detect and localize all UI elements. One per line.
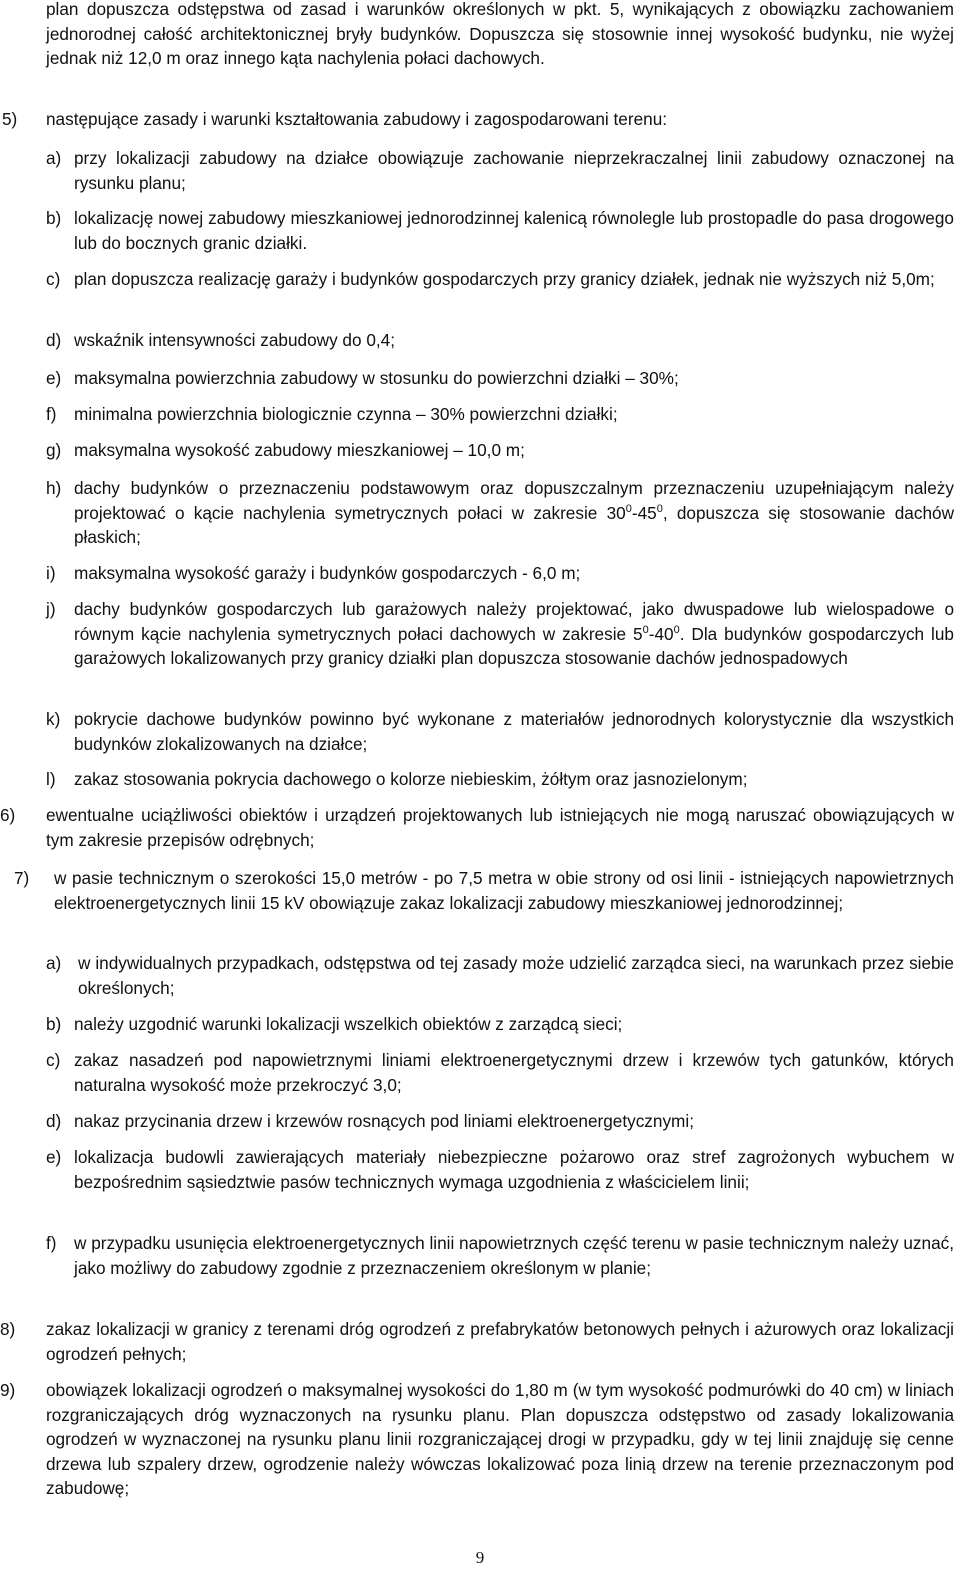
page-number: 9 bbox=[475, 1548, 485, 1567]
list-item-text: wskaźnik intensywności zabudowy do 0,4; bbox=[74, 330, 395, 350]
list-marker: 6) bbox=[0, 805, 16, 825]
list-item-5 bbox=[2, 107, 954, 132]
list-marker: h) bbox=[46, 478, 62, 498]
intro-paragraph: plan dopuszcza odstępstwa od zasad i warunków określonych w pkt. 5, wynikających z obowiązku zachowaniem jednorodnej całość architektonicznej bryły budynków. Dopuszcza się stosownie innej wysokość budynku, nie wyżej jednak niż 12,0 m oraz innego kąta nachylenia połaci dachowych. bbox=[46, 0, 954, 68]
list-item-text: w pasie technicznym o szerokości 15,0 metrów - po 7,5 metra w obie strony od osi linii - istniejących napowietrznych elektroenergetycznych linii 15 kV obowiązuje zakaz lokalizacji zabudowy mieszkaniowej jednorodzinnej; bbox=[54, 868, 954, 913]
list-item-text: w indywidualnych przypadkach, odstępstwa od tej zasady może udzielić zarządca sieci, na warunkach przez siebie określonych; bbox=[78, 953, 954, 998]
list-marker: 8) bbox=[0, 1319, 16, 1339]
list-marker: 7) bbox=[14, 868, 30, 888]
list-marker: d) bbox=[46, 1111, 62, 1131]
degree-superscript: 0 bbox=[673, 623, 680, 636]
list-marker: f) bbox=[46, 1233, 57, 1253]
list-item-7f bbox=[46, 1231, 954, 1280]
list-item-text bbox=[74, 597, 954, 671]
list-marker: g) bbox=[46, 440, 62, 460]
list-item-text: maksymalna wysokość garaży i budynków gospodarczych - 6,0 m; bbox=[74, 563, 581, 583]
list-item-text: obowiązek lokalizacji ogrodzeń o maksymalnej wysokości do 1,80 m (w tym wysokość podmurówki do 40 cm) w liniach rozgraniczających dróg wyznaczonych na rysunku planu. Plan dopuszcza odstępstwo od zasady lokalizowania ogrodzeń w wyznaczonej na rysunku planu linii rozgraniczającej drogi w przypadku, gdy w tej linii znajduję się cenne drzewa lub szpalery drzew, ogrodzenie należy wówczas lokalizować poza linią drzew na terenie przeznaczonym pod zabudowę; bbox=[46, 1380, 954, 1498]
list-item-text-part: , dopuszcza się stosowanie dachów płaskich; bbox=[74, 502, 954, 547]
list-item-5h bbox=[46, 476, 954, 550]
list-item-text: pokrycie dachowe budynków powinno być wykonane z materiałów jednorodnych kolorystycznie dla wszystkich budynków zlokalizowanych na działce; bbox=[74, 709, 954, 754]
list-item-5e bbox=[46, 366, 954, 391]
list-item-text-part: -45 bbox=[631, 502, 657, 523]
list-item-text-part: . Dla budynków gospodarczych lub garażowych lokalizowanych przy granicy działki plan dopuszcza stosowanie dachów jednospadowych bbox=[74, 623, 954, 668]
list-item-7e bbox=[46, 1145, 954, 1194]
list-item-5a bbox=[46, 146, 954, 195]
list-item-text: w przypadku usunięcia elektroenergetycznych linii napowietrznych część terenu w pasie technicznym należy uznać, jako możliwy do zabudowy zgodnie z przeznaczeniem określonym w planie; bbox=[74, 1233, 954, 1278]
list-item-text: należy uzgodnić warunki lokalizacji wszelkich obiektów z zarządcą sieci; bbox=[74, 1014, 623, 1034]
list-marker: j) bbox=[46, 599, 56, 619]
list-item-text: plan dopuszcza realizację garaży i budynków gospodarczych przy granicy działek, jednak nie wyższych niż 5,0m; bbox=[74, 269, 935, 289]
list-item-text: ewentualne uciążliwości obiektów i urządzeń projektowanych lub istniejących nie mogą naruszać obowiązujących w tym zakresie przepisów odrębnych; bbox=[46, 805, 954, 850]
list-marker: a) bbox=[46, 953, 62, 973]
list-item-7b bbox=[46, 1012, 954, 1037]
list-item-5f bbox=[46, 402, 954, 427]
list-item-5b bbox=[46, 206, 954, 255]
list-item-text-part: dachy budynków o przeznaczeniu podstawowym oraz dopuszczalnym przeznaczeniu uzupełniającym należy projektować o kącie nachylenia symetrycznych połaci w zakresie 30 bbox=[74, 478, 954, 523]
list-item-text: nakaz przycinania drzew i krzewów rosnących pod liniami elektroenergetycznymi; bbox=[74, 1111, 694, 1131]
list-marker: f) bbox=[46, 404, 57, 424]
list-marker: 5) bbox=[2, 109, 18, 129]
list-item-5j bbox=[46, 597, 954, 671]
list-item-text: następujące zasady i warunki kształtowania zabudowy i zagospodarowani terenu: bbox=[46, 109, 668, 129]
list-item-text: lokalizację nowej zabudowy mieszkaniowej jednorodzinnej kalenicą równolegle lub prostopadle do pasa drogowego lub do bocznych granic działki. bbox=[74, 208, 954, 253]
list-item-5c bbox=[46, 267, 954, 292]
list-item-text bbox=[74, 476, 954, 550]
list-item-7d bbox=[46, 1109, 954, 1134]
list-item-text-part: -40 bbox=[648, 623, 674, 644]
list-marker: k) bbox=[46, 709, 61, 729]
list-item-9 bbox=[0, 1378, 954, 1501]
list-item-5k bbox=[46, 707, 954, 756]
list-item-7 bbox=[14, 866, 954, 915]
degree-superscript: 0 bbox=[625, 502, 632, 515]
list-item-text: lokalizacja budowli zawierających materiały niebezpieczne pożarowo oraz stref zagrożonych wybuchem w bezpośrednim sąsiedztwie pasów technicznych wymaga uzgodnienia z właścicielem linii; bbox=[74, 1147, 954, 1192]
degree-superscript: 0 bbox=[642, 623, 649, 636]
list-marker: e) bbox=[46, 1147, 62, 1167]
list-item-5d bbox=[46, 328, 954, 353]
list-marker: 9) bbox=[0, 1380, 16, 1400]
list-item-5i bbox=[46, 561, 954, 586]
list-item-text: maksymalna wysokość zabudowy mieszkaniowej – 10,0 m; bbox=[74, 440, 525, 460]
list-marker: c) bbox=[46, 269, 61, 289]
list-marker: a) bbox=[46, 148, 62, 168]
list-item-7c bbox=[46, 1048, 954, 1097]
list-item-7a bbox=[46, 951, 954, 1000]
list-item-text: minimalna powierzchnia biologicznie czynna – 30% powierzchni działki; bbox=[74, 404, 618, 424]
list-item-text: zakaz nasadzeń pod napowietrznymi liniami elektroenergetycznymi drzew i krzewów tych gatunków, których naturalna wysokość może przekroczyć 3,0; bbox=[74, 1050, 954, 1095]
list-marker: b) bbox=[46, 1014, 62, 1034]
list-marker: c) bbox=[46, 1050, 61, 1070]
list-item-text: maksymalna powierzchnia zabudowy w stosunku do powierzchni działki – 30%; bbox=[74, 368, 679, 388]
list-item-5l bbox=[46, 767, 954, 792]
list-item-text: przy lokalizacji zabudowy na działce obowiązuje zachowanie nieprzekraczalnej linii zabudowy oznaczonej na rysunku planu; bbox=[74, 148, 954, 193]
list-marker: l) bbox=[46, 769, 56, 789]
list-marker: d) bbox=[46, 330, 62, 350]
list-marker: i) bbox=[46, 563, 56, 583]
list-item-text: zakaz lokalizacji w granicy z terenami dróg ogrodzeń z prefabrykatów betonowych pełnych i ażurowych oraz lokalizacji ogrodzeń pełnych; bbox=[46, 1319, 954, 1364]
list-item-text-part: dachy budynków gospodarczych lub garażowych należy projektować, jako dwuspadowe lub wielospadowe o równym kącie nachylenia symetrycznych połaci dachowych w zakresie 5 bbox=[74, 599, 954, 644]
list-item-6 bbox=[0, 803, 954, 852]
degree-superscript: 0 bbox=[656, 502, 663, 515]
list-item-5g bbox=[46, 438, 954, 463]
list-item-text: zakaz stosowania pokrycia dachowego o kolorze niebieskim, żółtym oraz jasnozielonym; bbox=[74, 769, 748, 789]
list-marker: e) bbox=[46, 368, 62, 388]
list-item-8 bbox=[0, 1317, 954, 1366]
list-marker: b) bbox=[46, 208, 62, 228]
